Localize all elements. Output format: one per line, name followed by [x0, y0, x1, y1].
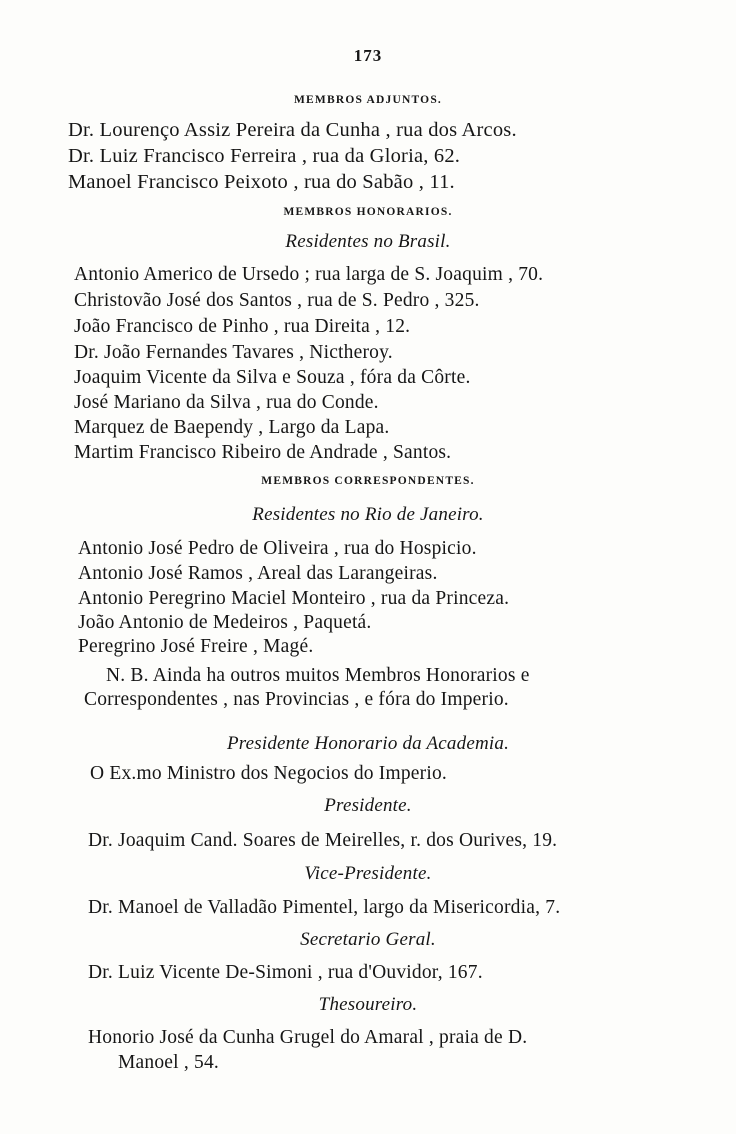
honorario-entry: Marquez de Baependy , Largo da Lapa.: [74, 417, 390, 438]
honorario-entry: José Mariano da Silva , rua do Conde.: [74, 392, 379, 413]
title-thesoureiro: Thesoureiro.: [318, 994, 418, 1015]
correspondente-entry: Peregrino José Freire , Magé.: [78, 636, 314, 657]
heading-membros-correspondentes: MEMBROS CORRESPONDENTES.: [261, 475, 475, 487]
correspondente-entry: Antonio José Ramos , Areal das Larangeiras.: [78, 563, 438, 584]
thesoureiro-name-line: Manoel , 54.: [118, 1052, 219, 1073]
adjunto-entry: Manoel Francisco Peixoto , rua do Sabão , 11.: [68, 171, 455, 193]
heading-membros-adjuntos: MEMBROS ADJUNTOS.: [294, 94, 442, 106]
honorario-entry: Dr. João Fernandes Tavares , Nictheroy.: [74, 342, 393, 363]
thesoureiro-name-line: Honorio José da Cunha Grugel do Amaral , praia de D.: [88, 1027, 528, 1048]
title-presidente: Presidente.: [324, 795, 412, 816]
adjunto-entry: Dr. Luiz Francisco Ferreira , rua da Gloria, 62.: [68, 145, 461, 167]
secretario-name: Dr. Luiz Vicente De-Simoni , rua d'Ouvidor, 167.: [88, 962, 483, 983]
honorario-entry: Joaquim Vicente da Silva e Souza , fóra da Côrte.: [74, 367, 471, 388]
subheading-residentes-brasil: Residentes no Brasil.: [285, 231, 451, 252]
presidente-name: Dr. Joaquim Cand. Soares de Meirelles, r. dos Ourives, 19.: [88, 830, 558, 851]
honorario-entry: Christovão José dos Santos , rua de S. Pedro , 325.: [74, 290, 480, 311]
subheading-residentes-rio: Residentes no Rio de Janeiro.: [252, 504, 484, 525]
correspondente-entry: Antonio José Pedro de Oliveira , rua do Hospicio.: [78, 538, 477, 559]
vice-presidente-name: Dr. Manoel de Valladão Pimentel, largo da Misericordia, 7.: [88, 897, 561, 918]
honorario-entry: Antonio Americo de Ursedo ; rua larga de S. Joaquim , 70.: [74, 264, 544, 285]
page-number: 173: [353, 46, 383, 65]
title-vice-presidente: Vice-Presidente.: [304, 863, 432, 884]
nota-bene-line: N. B. Ainda ha outros muitos Membros Honorarios e: [106, 665, 530, 686]
title-secretario-geral: Secretario Geral.: [300, 929, 436, 950]
correspondente-entry: João Antonio de Medeiros , Paquetá.: [78, 612, 372, 633]
honorario-entry: Martim Francisco Ribeiro de Andrade , Santos.: [74, 442, 452, 463]
correspondente-entry: Antonio Peregrino Maciel Monteiro , rua da Princeza.: [78, 588, 510, 609]
heading-membros-honorarios: MEMBROS HONORARIOS.: [283, 206, 453, 218]
honorario-entry: João Francisco de Pinho , rua Direita , 12.: [74, 316, 411, 337]
adjunto-entry: Dr. Lourenço Assiz Pereira da Cunha , rua dos Arcos.: [68, 119, 517, 141]
nota-bene-line: Correspondentes , nas Provincias , e fóra do Imperio.: [84, 689, 509, 710]
title-presidente-honorario: Presidente Honorario da Academia.: [226, 733, 510, 754]
presidente-honorario-name: O Ex.mo Ministro dos Negocios do Imperio.: [90, 763, 448, 784]
